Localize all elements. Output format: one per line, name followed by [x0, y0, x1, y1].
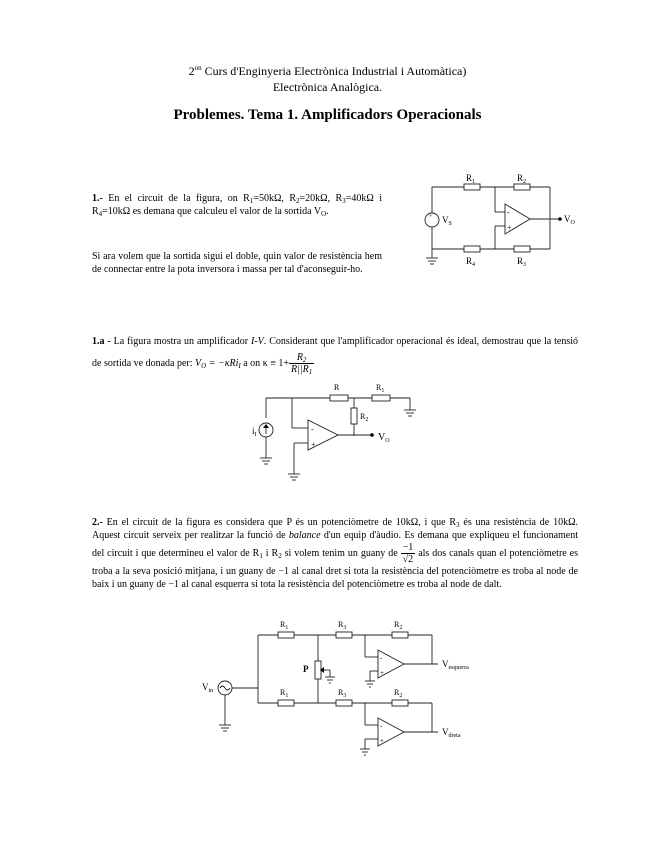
label-r1: $R_1$: [376, 383, 385, 394]
resistor-r2: [514, 184, 530, 190]
figure-2-circuit: [250, 378, 430, 488]
equation-vo: $V_O = -\kappa Ri_I$: [195, 357, 241, 370]
problem-1-statement: 1.- En el circuit de la figura, on $R_1=50k\Omega$, $R_2=20k\Omega$, $R_3=40k\Omega$ i $R_4=10k\Omega$ es demana que calculeu el valor de la sortida $V_O$.: [92, 193, 382, 218]
output-terminal: [370, 433, 374, 437]
label-r1-top: $R_1$: [280, 620, 289, 631]
resistor-r1: [372, 395, 390, 401]
subject-line: Electrònica Analògica.: [272, 80, 383, 94]
label-ii: $i_I$: [252, 426, 257, 438]
label-r3-bottom: $R_3$: [338, 688, 347, 699]
problem-1-question: Si ara volem que la sortida sigui el doble, quin valor de resistència hem de connectar entre la pota inversora i massa per tal d'aconseguir-ho.: [92, 251, 382, 275]
gain-fraction: $\frac{-1}{√2}$: [402, 542, 414, 565]
resistor-r2-top: [392, 632, 408, 638]
resistor-r1-top: [278, 632, 294, 638]
problem-1a-statement: 1.a - La figura mostra un amplificador I-V. Considerant que l'amplificador operacional és ideal, demostrau que la tensió de sortida ve donada per: $V_O = -\kappa Ri_I$ a on κ ≡ 1+ $\frac{R_2}{R||R_1}$: [92, 336, 578, 376]
label-r: R: [334, 383, 340, 392]
course-line: $2^{on}$ Curs d'Enginyeria Electrònica Industrial i Automàtica): [188, 64, 467, 78]
label-r4: $R_4$: [466, 256, 476, 268]
label-vo: $V_O$: [378, 432, 390, 444]
opamp-left-plus: +: [380, 669, 384, 677]
label-r2: $R_2$: [360, 412, 369, 423]
opamp-right-plus: +: [380, 737, 384, 745]
opamp-left-minus: -: [380, 654, 383, 662]
resistor-r3: [514, 246, 530, 252]
resistor-r3-top: [336, 632, 352, 638]
page-title: Problemes. Tema 1. Amplificadors Operacionals: [173, 107, 482, 123]
label-v-esquerra: $V_{esquerra}$: [442, 659, 469, 671]
figure-3-circuit: [200, 615, 510, 760]
label-p: P: [303, 664, 309, 674]
resistor-r3-bottom: [336, 700, 352, 706]
label-r3-top: $R_3$: [338, 620, 347, 631]
kappa-definition: κ ≡ 1+ $\frac{R_2}{R||R_1}$: [262, 352, 313, 376]
opamp-plus: +: [507, 223, 512, 232]
svg-text:+: +: [429, 214, 433, 220]
problem-2-statement: 2.- En el circuit de la figura es considera que P és un potenciòmetre de 10kΩ, i que $R_3$ és una resistència de 10kΩ. Aquest circuit serveix per realitzar la funció de balance d'un equip d'àudio. Es demana que expliqueu el funcionament del circuit i que determineu el valor de $R_1$ i $R_2$ si volem tenim un guany de $\frac{-1}{√2}$ als dos canals quan el potenciòmetre es troba a la seva posició mitjana, i un guany de −1 al canal dret si tota la resistència del potenciòmetre es troba al node de baix i un guany de −1 al canal esquerra si tota la resistència del potenciòmetre es troba al node de dalt.: [92, 517, 579, 590]
label-r2-top: $R_2$: [394, 620, 403, 631]
resistor-r4: [464, 246, 480, 252]
label-r1-bottom: $R_1$: [280, 688, 289, 699]
label-vs: $V_S$: [442, 215, 452, 227]
opamp-minus: -: [311, 425, 314, 434]
opamp-right-minus: -: [380, 722, 383, 730]
label-v-dreta: $V_{dreta}$: [442, 727, 461, 739]
label-r3: $R_3$: [517, 256, 527, 268]
opamp-plus: +: [311, 440, 316, 449]
opamp-minus: -: [507, 208, 510, 217]
resistor-r2-bottom: [392, 700, 408, 706]
figure-1-circuit: [420, 170, 580, 270]
resistor-r2: [351, 408, 357, 424]
label-vo: $V_O$: [564, 214, 575, 226]
label-r2-bottom: $R_2$: [394, 688, 403, 699]
resistor-r1-bottom: [278, 700, 294, 706]
resistor-r: [330, 395, 348, 401]
label-vin: $V_{in}$: [202, 682, 214, 694]
output-terminal: [558, 217, 562, 221]
label-r1: $R_1$: [466, 173, 476, 185]
label-r2: $R_2$: [517, 173, 527, 185]
